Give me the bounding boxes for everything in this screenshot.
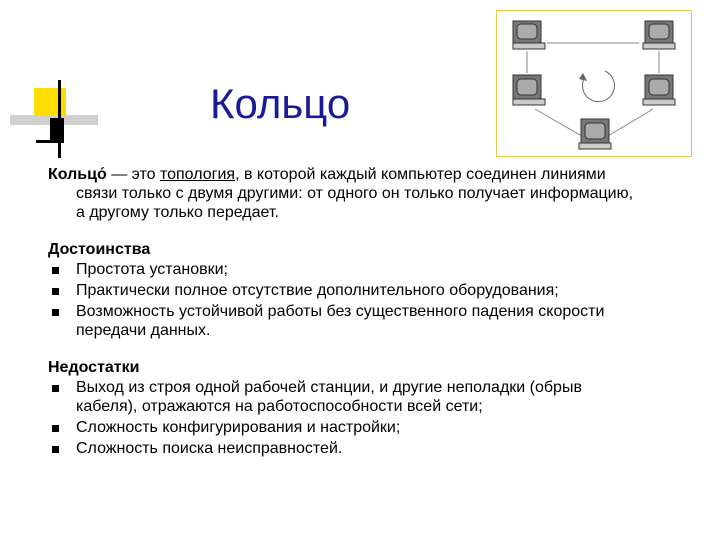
horizontal-line [36,140,64,143]
advantages-list [48,260,713,340]
list-item: Выход из строя одной рабочей станции, и другие неполадки (обрыв кабеля), отражаются на работоспособности всей сети; [48,378,713,416]
disadvantages-section [48,358,713,458]
ring-topology-computers-diagram-icon [497,11,691,156]
square-bullet-icon [52,309,59,316]
disadvantages-heading: Недостатки [48,359,140,376]
square-bullet-icon [52,267,59,274]
computer-top-left [513,21,545,49]
list-item: Простота установки; [48,260,713,279]
black-block [50,118,64,140]
advantages-heading: Достоинства [48,241,151,258]
list-item: Сложность поиска неисправностей. [48,439,713,458]
slide-title: Кольцо [210,80,351,127]
intro-paragraph [48,165,713,222]
square-bullet-icon [52,425,59,432]
advantages-section [48,240,713,340]
intro-text-2: связи только с двумя другими: от одного он только получает информацию, [76,185,634,202]
vertical-line [58,80,61,158]
ring-topology-diagram [496,10,692,157]
list-item: Сложность конфигурирования и настройки; [48,418,713,437]
topology-link[interactable]: топология [159,166,236,183]
list-item: Возможность устойчивой работы без существенного падения скорости передачи данных. [48,302,713,340]
square-bullet-icon [52,288,59,295]
intro-text-3: а другому только передает. [76,204,279,221]
list-item: Практически полное отсутствие дополнительного оборудования; [48,281,713,300]
term-ring: Кольцо́ [48,166,107,183]
square-bullet-icon [52,446,59,453]
square-bullet-icon [52,385,59,392]
disadvantages-list [48,378,713,458]
intro-dash: — это [106,166,160,183]
slide-content [48,165,713,460]
intro-text-1: , в которой каждый компьютер соединен линиями [235,166,606,183]
